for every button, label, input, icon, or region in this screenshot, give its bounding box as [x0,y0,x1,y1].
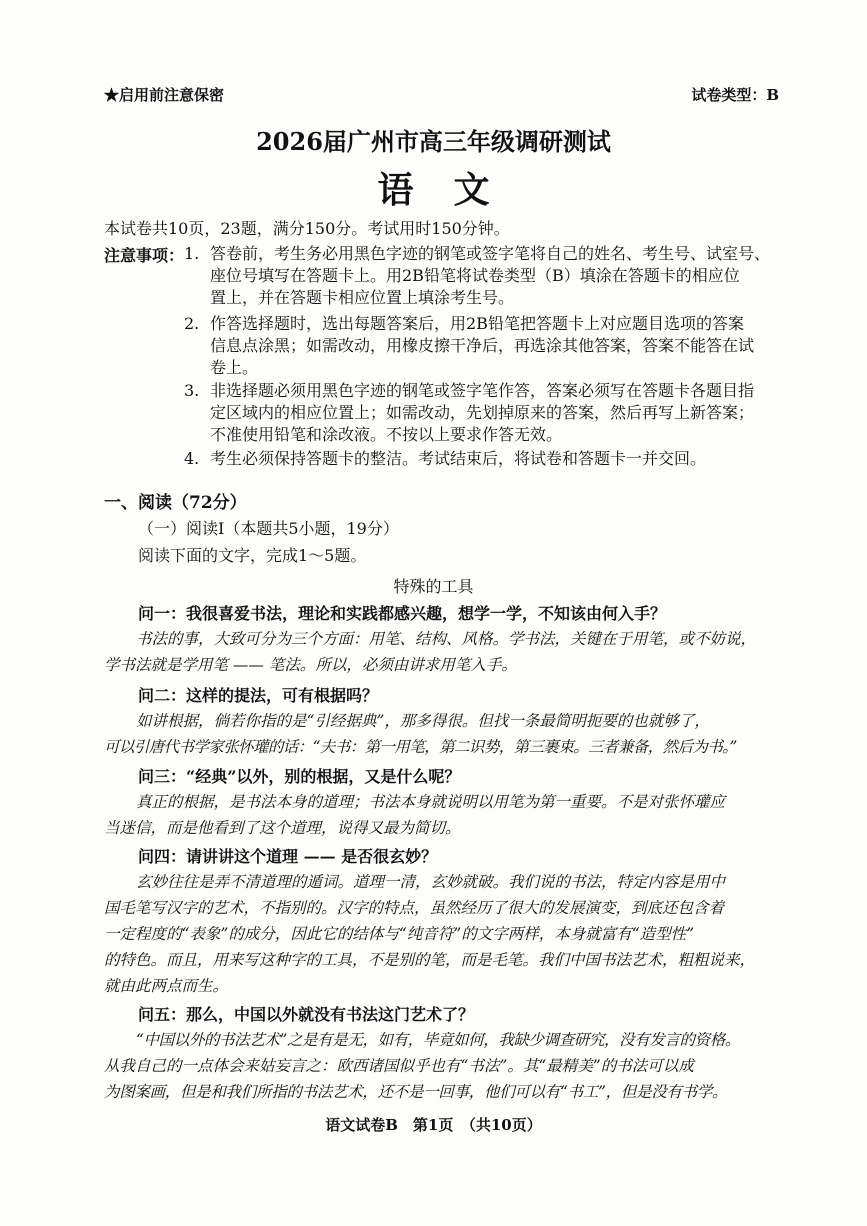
subject-title: 语文 [377,169,530,211]
answer-line: 当迷信，而是他看到了这个道理，说得又最为简切。 [104,819,461,837]
question-3: 问三：“经典”以外，别的根据，又是什么呢？ [138,767,461,786]
answer-line: 从我自己的一点体会来姑妄言之：欧西诸国似乎也有“书法”。其“最精美”的书法可以成 [104,1057,694,1075]
page-footer: 语文试卷B 第1页 （共10页） [325,1116,542,1134]
note-line: 答卷前，考生务必用黑色字迹的钢笔或签字笔将自己的姓名、考生号、试室号、 [210,244,771,263]
note-line: 考生必须保持答题卡的整洁。考试结束后，将试卷和答题卡一并交回。 [210,449,707,468]
article-title: 特殊的工具 [393,577,474,596]
note-line: 作答选择题时，选出每题答案后，用2B铅笔把答题卡上对应题目选项的答案 [210,314,744,333]
reading-instruction: 阅读下面的文字，完成1～5题。 [138,546,367,565]
note-number: 1. [184,244,200,263]
note-line: 信息点涂黑；如需改动，用橡皮擦干净后，再选涂其他答案，答案不能答在试 [210,336,755,355]
answer-4 [104,869,776,999]
exam-title: 2026届广州市高三年级调研测试 [256,127,611,156]
question-2: 问二：这样的提法，可有根据吗？ [138,686,379,705]
note-number: 3. [184,381,200,400]
note-line: 定区域内的相应位置上；如需改动，先划掉原来的答案，然后再写上新答案； [210,403,755,422]
answer-line: 国毛笔写汉字的艺术，不指别的。汉字的特点，虽然经历了很大的发展演变，到底还包含着 [104,899,725,917]
answer-line: 可以引唐代书学家张怀瓘的话：“夫书：第一用笔，第二识势，第三裹束。三者兼备，然后为书。” [104,738,737,756]
note-number: 2. [184,314,200,333]
note-line: 置上，并在答题卡相应位置上填涂考生号。 [210,288,515,307]
answer-line: 如讲根据，倘若你指的是“引经据典”，那多得很。但找一条最简明扼要的也就够了， [136,712,710,730]
note-number: 4. [184,449,200,468]
answer-line: 为图案画，但是和我们所指的书法艺术，还不是一回事，他们可以有“书工”，但是没有书学。 [104,1083,728,1101]
answer-2 [104,708,776,760]
answer-line: 的特色。而且，用来写这种字的工具，不是别的笔，而是毛笔。我们中国书法艺术，粗粗说来， [104,951,756,969]
answer-line: “中国以外的书法艺术”之是有是无，如有，毕竟如何，我缺少调查研究，没有发言的资格。 [136,1031,740,1049]
notes-label: 注意事项： [104,246,185,265]
answer-line: 就由此两点而生。 [104,977,229,995]
answer-line: 真正的根据，是书法本身的道理；书法本身就说明以用笔为第一重要。不是对张怀瓘应 [136,793,726,811]
note-line: 不准使用铅笔和涂改液。不按以上要求作答无效。 [210,425,563,444]
sub-section-heading: （一）阅读Ⅰ（本题共5小题，19分） [138,519,399,538]
answer-line: 书法的事，大致可分为三个方面：用笔、结构、风格。学书法，关键在于用笔，或不妨说， [136,630,757,648]
answer-3 [104,789,776,841]
question-4: 问四：请讲讲这个道理 —— 是否很玄妙？ [138,847,438,866]
confidential-notice: ★启用前注意保密 [104,86,225,104]
answer-1 [104,626,776,678]
note-line: 座位号填写在答题卡上。用2B铅笔将试卷类型（B）填涂在答题卡的相应位 [210,266,740,285]
paper-type: 试卷类型：B [691,86,779,104]
section-heading: 一、阅读（72分） [104,493,247,513]
question-1: 问一：我很喜爱书法，理论和实践都感兴趣，想学一学，不知该由何入手？ [138,604,667,623]
question-5: 问五：那么，中国以外就没有书法这门艺术了？ [138,1005,475,1024]
answer-line: 玄妙往往是弄不清道理的遁词。道理一清，玄妙就破。我们说的书法，特定内容是用中 [136,873,726,891]
note-line: 卷上。 [210,358,259,377]
answer-line: 学书法就是学用笔 —— 笔法。所以，必须由讲求用笔入手。 [104,656,517,674]
exam-intro: 本试卷共10页，23题，满分150分。考试用时150分钟。 [104,219,510,238]
answer-5 [104,1027,776,1105]
answer-line: 一定程度的“表象”的成分，因此它的结体与“纯音符”的文字两样，本身就富有“造型性” [104,925,695,943]
note-line: 非选择题必须用黑色字迹的钢笔或签字笔作答，答案必须写在答题卡各题目指 [210,381,755,400]
